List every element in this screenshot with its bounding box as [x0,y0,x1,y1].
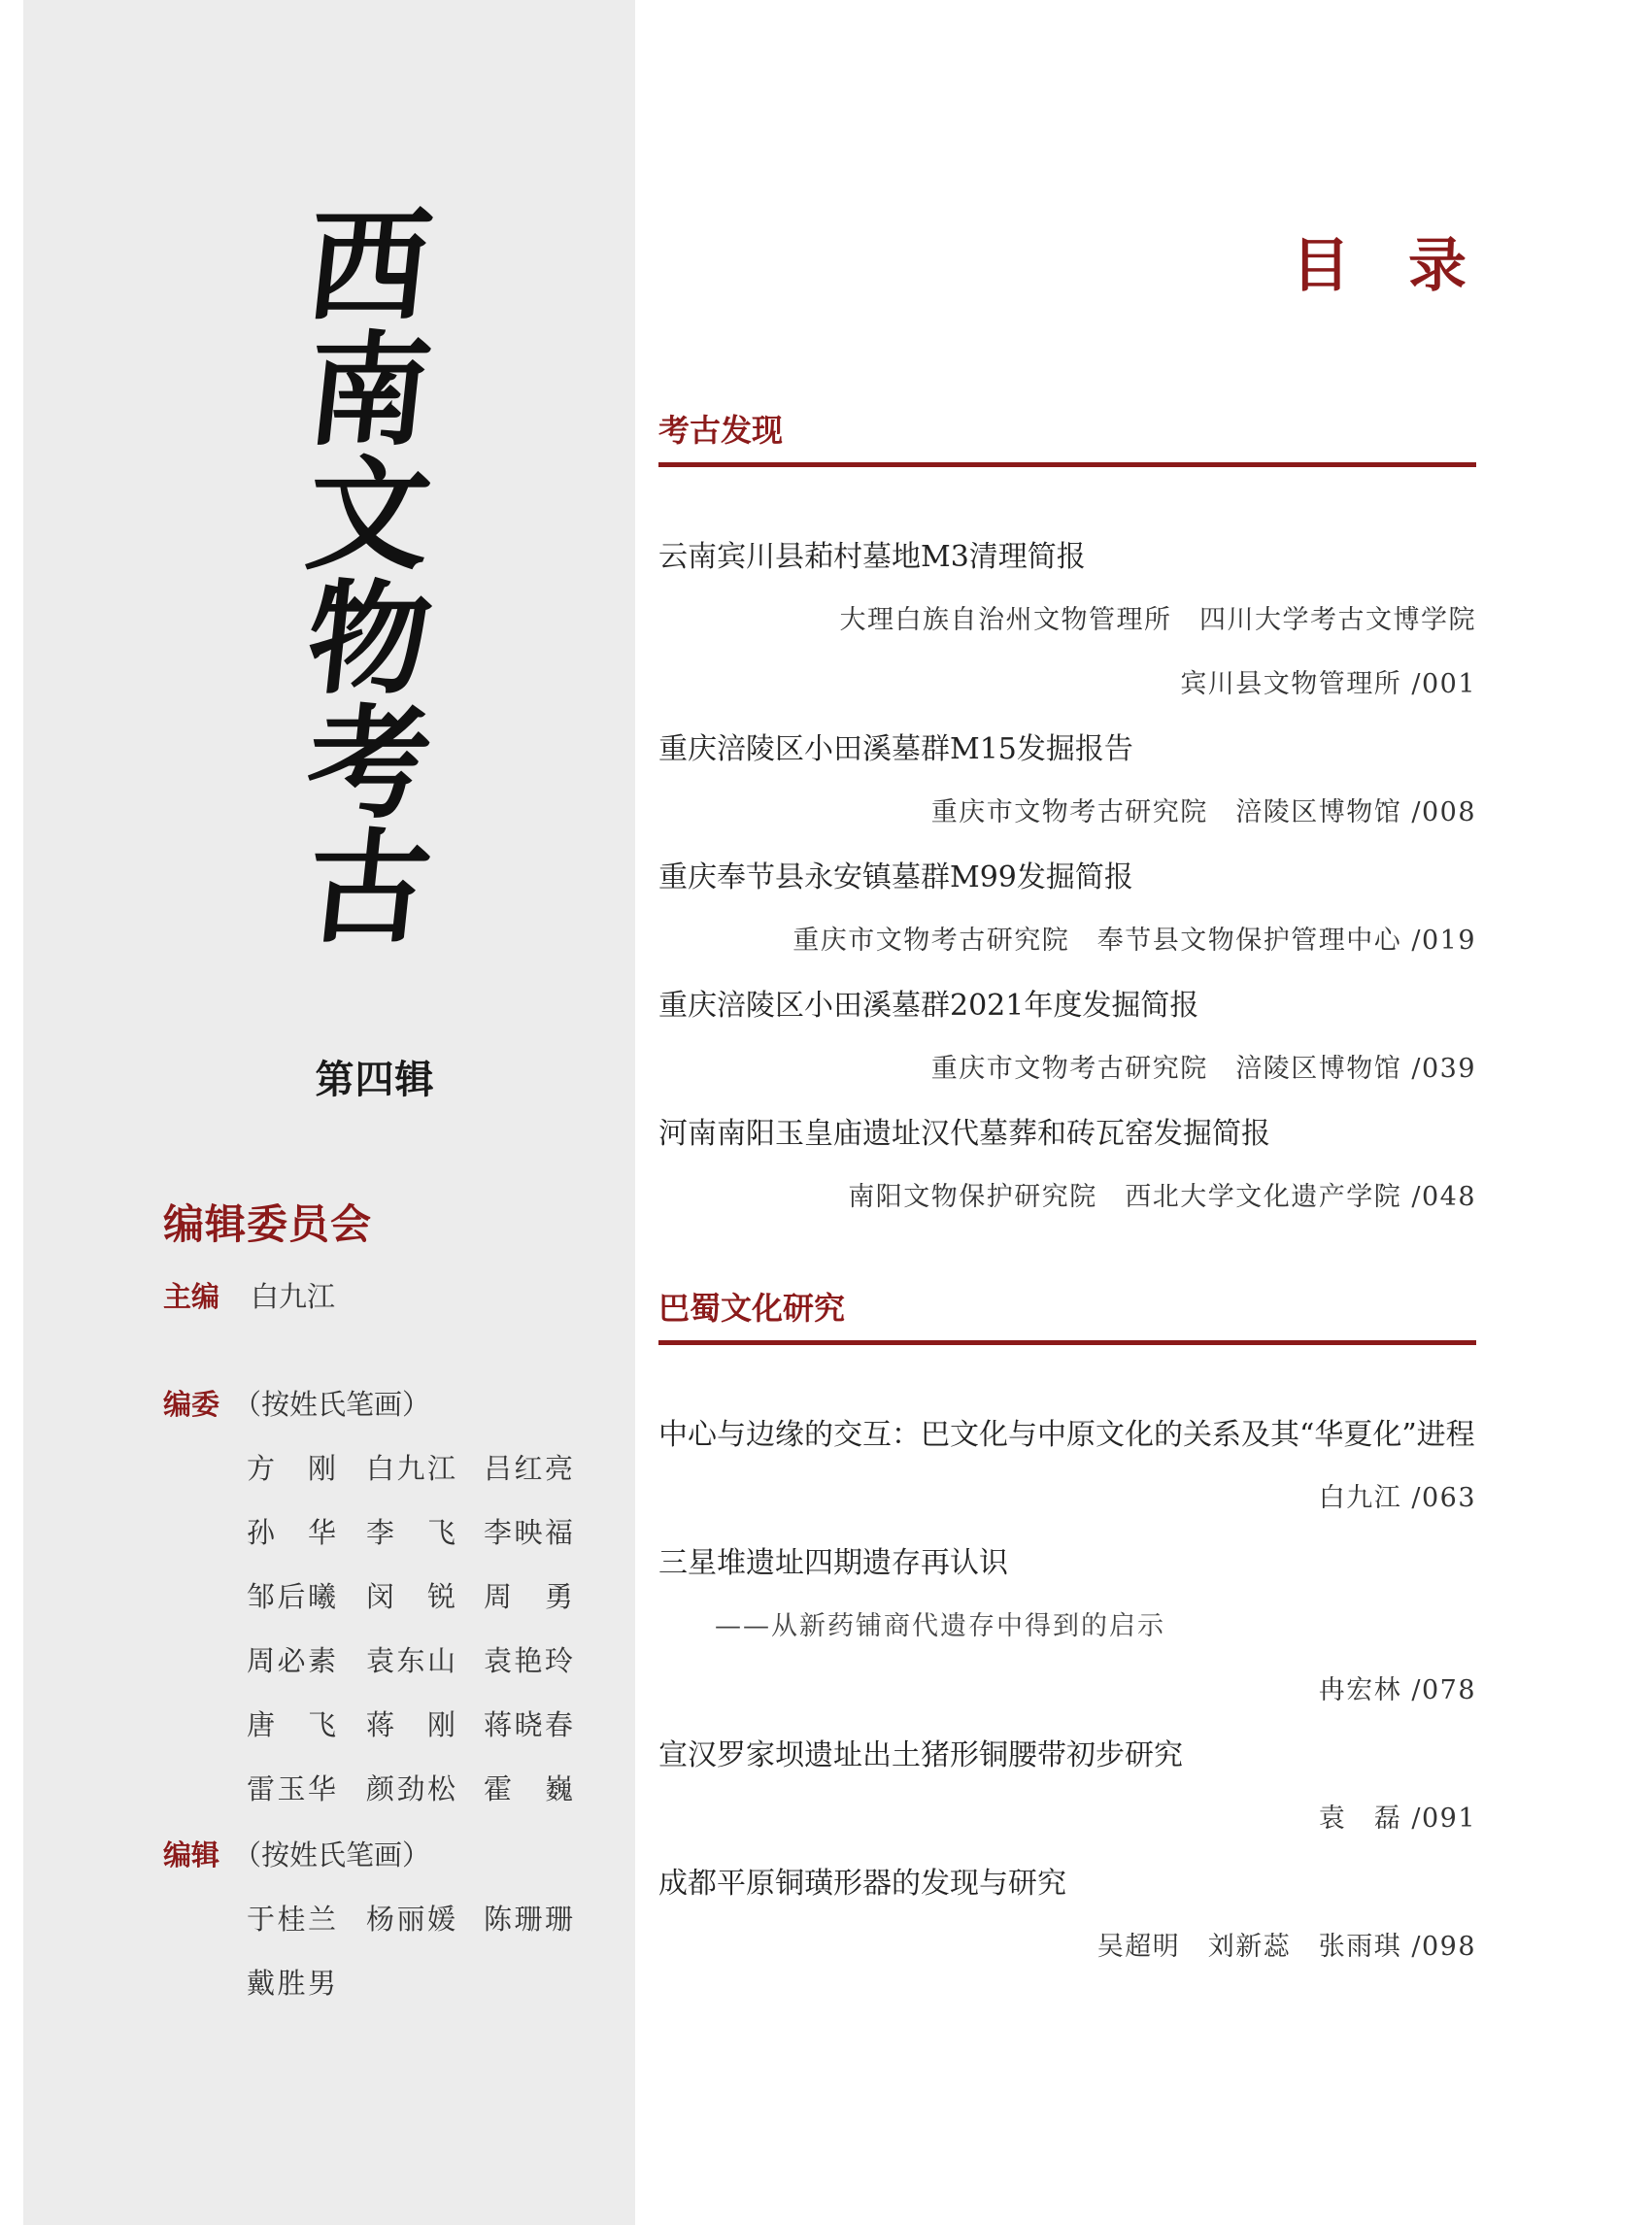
member-name: 方 刚 [247,1452,336,1485]
member-name: 孙 华 [247,1516,336,1549]
member-name: 霍 巍 [484,1772,573,1805]
article-title[interactable]: 云南宾川县萂村墓地M3清理简报 [658,540,1086,574]
member-name: 雷玉华 [247,1772,336,1805]
editors-label: 编辑 [163,1838,220,1871]
title-char: 南 [300,319,438,462]
member-name: 邹后曦 [247,1580,336,1613]
article-title[interactable]: 中心与边缘的交互：巴文化与中原文化的关系及其“华夏化”进程 [658,1418,1475,1452]
article-title[interactable]: 三星堆遗址四期遗存再认识 [658,1546,1008,1580]
member-name: 蒋 刚 [366,1708,455,1741]
chief-editor-name: 白九江 [251,1280,336,1313]
editor-name: 杨丽媛 [366,1903,455,1936]
member-name: 周必素 [247,1644,336,1677]
article-title[interactable]: 宣汉罗家坝遗址出土猪形铜腰带初步研究 [658,1738,1183,1772]
issue-number: 第四辑 [315,1058,435,1102]
title-char: 文 [300,443,438,587]
member-name: 袁艳玲 [484,1644,573,1677]
member-name: 唐 飞 [247,1708,336,1741]
article-authors: 冉宏林 /078 [1318,1675,1476,1705]
board-members-note: （按姓氏笔画） [233,1388,431,1421]
board-members-label: 编委 [163,1388,220,1421]
journal-title-calligraphy [291,194,447,960]
member-name: 李映福 [484,1516,573,1549]
article-authors: 重庆市文物考古研究院 奉节县文物保护管理中心 /019 [792,926,1476,956]
article-authors: 重庆市文物考古研究院 涪陵区博物馆 /039 [930,1054,1476,1084]
editors-note: （按姓氏笔画） [233,1838,431,1871]
article-title[interactable]: 成都平原铜璜形器的发现与研究 [658,1867,1066,1901]
article-authors: 吴超明 刘新蕊 张雨琪 /098 [1096,1932,1476,1962]
editor-name: 陈珊珊 [484,1903,573,1936]
title-char: 古 [300,816,438,960]
member-name: 周 勇 [484,1580,573,1613]
article-authors: 重庆市文物考古研究院 涪陵区博物馆 /008 [930,797,1476,827]
article-authors: 宾川县文物管理所 /001 [1180,669,1476,699]
title-char: 物 [300,567,438,711]
article-title[interactable]: 河南南阳玉皇庙遗址汉代墓葬和砖瓦窑发掘简报 [658,1117,1270,1151]
article-authors: 白九江 /063 [1318,1483,1476,1513]
article-title[interactable]: 重庆涪陵区小田溪墓群2021年度发掘简报 [658,989,1199,1023]
section-heading: 考古发现 [658,406,1476,467]
member-name: 颜劲松 [366,1772,455,1805]
section-heading: 巴蜀文化研究 [658,1284,1476,1345]
article-authors: 南阳文物保护研究院 西北大学文化遗产学院 /048 [848,1182,1476,1212]
member-name: 吕红亮 [484,1452,573,1485]
member-name: 白九江 [366,1452,455,1485]
member-name: 蒋晓春 [484,1708,573,1741]
editorial-board-title: 编辑委员会 [163,1200,373,1248]
toc-title: 目录 [1292,232,1525,300]
chief-editor-label: 主编 [163,1280,220,1313]
article-authors: 大理白族自治州文物管理所 四川大学考古文博学院 [839,605,1476,635]
editor-name: 戴胜男 [247,1967,336,2000]
title-char: 西 [300,194,438,338]
editor-name: 于桂兰 [247,1903,336,1936]
article-authors: 袁 磊 /091 [1318,1804,1476,1834]
member-name: 袁东山 [366,1644,455,1677]
member-name: 闵 锐 [366,1580,455,1613]
article-subtitle: ——从新药铺商代遗存中得到的启示 [715,1611,1165,1641]
title-char: 考 [300,691,438,835]
member-name: 李 飞 [366,1516,455,1549]
article-title[interactable]: 重庆奉节县永安镇墓群M99发掘简报 [658,860,1133,894]
article-title[interactable]: 重庆涪陵区小田溪墓群M15发掘报告 [658,732,1133,766]
